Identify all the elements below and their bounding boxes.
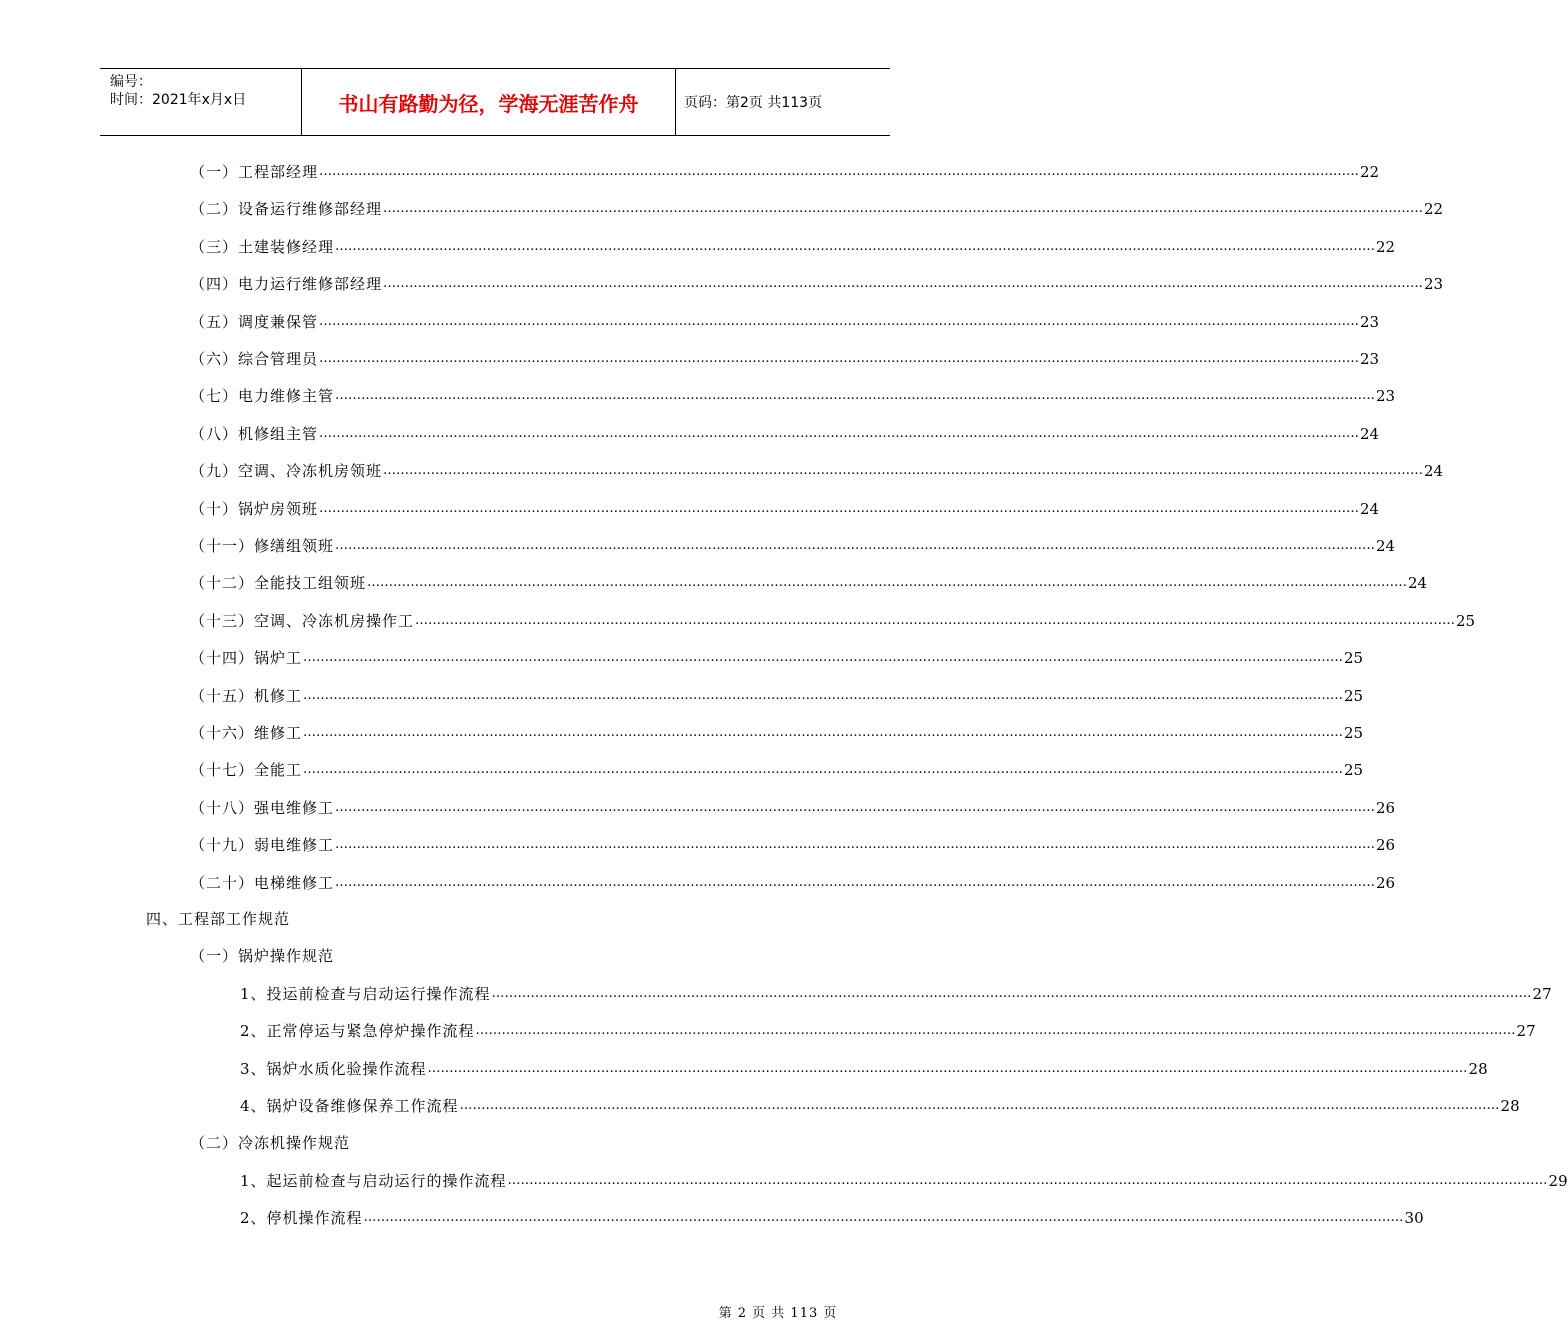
toc-entry-page: 22: [1376, 237, 1396, 256]
serial-label: 编号：: [110, 74, 152, 90]
toc-entry-page: 28: [1468, 1059, 1488, 1078]
leader-dots: ……………………………………………………………………………………………………………………………………………………………………………………………………………………: [303, 725, 1344, 740]
toc-entry[interactable]: [190, 534, 1396, 558]
toc-entry-page: 26: [1376, 836, 1396, 855]
toc-entry-page: 27: [1532, 985, 1552, 1003]
toc-entry-label: （十九）弱电维修工: [190, 836, 335, 855]
toc-entry-label: （八）机修组主管: [190, 424, 319, 443]
toc-entry[interactable]: [190, 833, 1396, 857]
leader-dots: ……………………………………………………………………………………………………………………………………………………………………………………………………………………: [507, 1173, 1548, 1188]
toc-entry-page: 23: [1360, 312, 1380, 331]
toc-entry[interactable]: [240, 1094, 1520, 1118]
toc-entry-page: 24: [1360, 499, 1380, 518]
toc-entry-label: 3、锅炉水质化验操作流程: [240, 1059, 427, 1078]
leader-dots: ……………………………………………………………………………………………………………………………………………………………………………………………………………………: [319, 164, 1360, 179]
leader-dots: ……………………………………………………………………………………………………………………………………………………………………………………………………………………: [427, 1060, 1468, 1076]
toc-entry-page: 25: [1456, 611, 1476, 630]
toc-entry-label: （十三）空调、冷冻机房操作工: [190, 611, 415, 630]
toc-entry-label: 4、锅炉设备维修保养工作流程: [240, 1097, 459, 1116]
toc-entry[interactable]: [190, 272, 1444, 296]
subsection-heading: （一）锅炉操作规范: [190, 947, 335, 965]
toc-entry-page: 22: [1360, 163, 1380, 181]
toc-entry[interactable]: [190, 384, 1396, 408]
toc-entry[interactable]: [190, 310, 1380, 334]
toc-entry-label: （十一）修缮组领班: [190, 537, 335, 555]
toc-entry-page: 28: [1500, 1097, 1520, 1116]
leader-dots: ……………………………………………………………………………………………………………………………………………………………………………………………………………………: [335, 799, 1376, 815]
leader-dots: ……………………………………………………………………………………………………………………………………………………………………………………………………………………: [491, 986, 1532, 1001]
toc-entry[interactable]: [190, 571, 1428, 595]
toc-entry-label: （五）调度兼保管: [190, 312, 319, 331]
time-line: 时间：2021年x月x日: [110, 92, 247, 108]
header-meta: [100, 69, 302, 135]
toc-entry[interactable]: [190, 609, 1476, 633]
leader-dots: ……………………………………………………………………………………………………………………………………………………………………………………………………………………: [335, 538, 1376, 553]
leader-dots: ……………………………………………………………………………………………………………………………………………………………………………………………………………………: [383, 201, 1424, 217]
leader-dots: ……………………………………………………………………………………………………………………………………………………………………………………………………………………: [303, 650, 1344, 666]
toc-entry[interactable]: [190, 422, 1380, 446]
toc-entry[interactable]: [190, 721, 1364, 745]
toc-entry-page: 29: [1548, 1172, 1568, 1190]
toc-entry[interactable]: [190, 796, 1396, 820]
leader-dots: ……………………………………………………………………………………………………………………………………………………………………………………………………………………: [335, 238, 1376, 254]
toc-entry[interactable]: [190, 646, 1364, 670]
toc-entry-page: 27: [1516, 1022, 1536, 1041]
toc-entry-page: 22: [1424, 200, 1444, 219]
leader-dots: ……………………………………………………………………………………………………………………………………………………………………………………………………………………: [319, 500, 1360, 516]
toc-entry-label: 1、投运前检查与启动运行操作流程: [240, 985, 491, 1003]
toc-entry[interactable]: [240, 982, 1552, 1006]
footer-page-number: 第 2 页 共 113 页: [718, 1306, 838, 1321]
toc-entry[interactable]: [190, 347, 1380, 371]
toc-entry-label: （十四）锅炉工: [190, 649, 303, 668]
toc-entry-label: （十五）机修工: [190, 686, 303, 705]
toc-entry-label: （二十）电梯维修工: [190, 873, 335, 892]
toc-entry-label: （七）电力维修主管: [190, 387, 335, 406]
toc-entry[interactable]: [190, 235, 1396, 259]
toc-entry-page: 24: [1376, 537, 1396, 555]
toc-entry-page: 30: [1404, 1209, 1424, 1228]
header-motto-cell: [302, 69, 676, 135]
leader-dots: ……………………………………………………………………………………………………………………………………………………………………………………………………………………: [319, 313, 1360, 329]
toc-entry[interactable]: [190, 871, 1396, 895]
toc-entry-page: 25: [1344, 649, 1364, 668]
toc-entry[interactable]: [190, 459, 1444, 483]
toc-entry-page: 23: [1376, 387, 1396, 406]
leader-dots: ……………………………………………………………………………………………………………………………………………………………………………………………………………………: [415, 612, 1456, 628]
toc-entry-label: （十六）维修工: [190, 724, 303, 742]
leader-dots: ……………………………………………………………………………………………………………………………………………………………………………………………………………………: [303, 687, 1344, 703]
toc-entry-label: 2、停机操作流程: [240, 1209, 363, 1228]
leader-dots: ……………………………………………………………………………………………………………………………………………………………………………………………………………………: [367, 575, 1408, 591]
toc-entry-label: （二）设备运行维修部经理: [190, 200, 383, 219]
toc-entry[interactable]: [240, 1206, 1424, 1230]
toc-entry-label: （三）土建装修经理: [190, 237, 335, 256]
toc-entry-page: 24: [1424, 462, 1444, 481]
toc-entry[interactable]: [190, 160, 1380, 184]
toc-entry-label: 2、正常停运与紧急停炉操作流程: [240, 1022, 475, 1041]
toc-entry-label: （六）综合管理员: [190, 350, 319, 368]
toc-entry-label: （四）电力运行维修部经理: [190, 275, 383, 294]
leader-dots: ……………………………………………………………………………………………………………………………………………………………………………………………………………………: [459, 1098, 1500, 1114]
toc-entry-page: 24: [1360, 424, 1380, 443]
subsection-heading: （二）冷冻机操作规范: [190, 1134, 351, 1152]
toc-entry-page: 26: [1376, 873, 1396, 892]
page-header: [100, 68, 890, 136]
toc-entry-label: （十七）全能工: [190, 761, 303, 780]
toc-entry-label: 1、起运前检查与启动运行的操作流程: [240, 1172, 507, 1190]
toc-entry-page: 25: [1344, 761, 1364, 780]
toc-entry-page: 26: [1376, 798, 1396, 817]
toc-entry-page: 23: [1360, 350, 1380, 368]
header-page-info: 页码：第2页 共113页: [684, 95, 823, 111]
toc-entry[interactable]: [190, 197, 1444, 221]
leader-dots: ……………………………………………………………………………………………………………………………………………………………………………………………………………………: [383, 276, 1424, 292]
leader-dots: ……………………………………………………………………………………………………………………………………………………………………………………………………………………: [383, 463, 1424, 479]
toc-entry[interactable]: [190, 758, 1364, 782]
toc-entry-label: （十）锅炉房领班: [190, 499, 319, 518]
toc-entry[interactable]: [240, 1057, 1488, 1081]
leader-dots: ……………………………………………………………………………………………………………………………………………………………………………………………………………………: [335, 837, 1376, 853]
toc-entry[interactable]: [240, 1019, 1536, 1043]
leader-dots: ……………………………………………………………………………………………………………………………………………………………………………………………………………………: [319, 425, 1360, 441]
toc-entry-page: 25: [1344, 686, 1364, 705]
toc-entry-page: 25: [1344, 724, 1364, 742]
leader-dots: ……………………………………………………………………………………………………………………………………………………………………………………………………………………: [335, 388, 1376, 404]
leader-dots: ……………………………………………………………………………………………………………………………………………………………………………………………………………………: [335, 874, 1376, 890]
toc-entry-label: （九）空调、冷冻机房领班: [190, 462, 383, 481]
toc-entry[interactable]: [190, 684, 1364, 708]
leader-dots: ……………………………………………………………………………………………………………………………………………………………………………………………………………………: [363, 1210, 1404, 1226]
leader-dots: ……………………………………………………………………………………………………………………………………………………………………………………………………………………: [303, 762, 1344, 778]
toc-entry-page: 23: [1424, 275, 1444, 294]
leader-dots: ……………………………………………………………………………………………………………………………………………………………………………………………………………………: [475, 1023, 1516, 1039]
toc-entry-label: （一）工程部经理: [190, 163, 319, 181]
toc-entry-label: （十八）强电维修工: [190, 798, 335, 817]
leader-dots: ……………………………………………………………………………………………………………………………………………………………………………………………………………………: [319, 351, 1360, 366]
toc-entry[interactable]: [240, 1169, 1568, 1193]
toc-entry-label: （十二）全能技工组领班: [190, 574, 367, 593]
header-motto: 书山有路勤为径，学海无涯苦作舟: [338, 91, 639, 116]
page-footer: [0, 1302, 950, 1321]
toc-entry[interactable]: [190, 497, 1380, 521]
section-heading: 四、工程部工作规范: [146, 910, 291, 928]
toc-entry-page: 24: [1408, 574, 1428, 593]
